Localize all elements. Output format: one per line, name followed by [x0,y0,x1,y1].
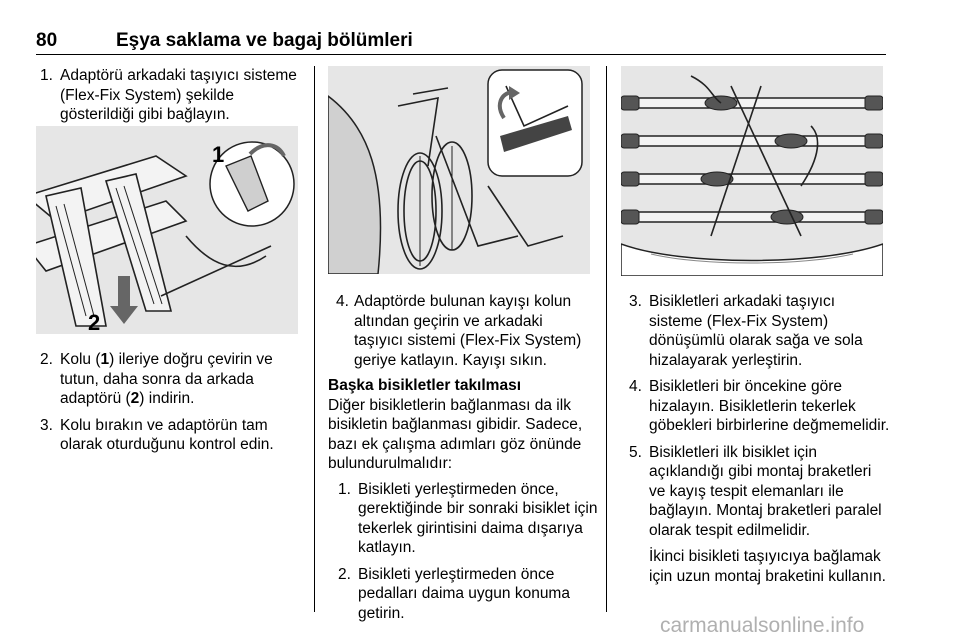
step-text: Adaptörü arkadaki taşıyıcı sisteme (Flex-Fix System) şekilde gösterildiği gibi bağlayın. [60,67,297,123]
step-number: 3. [40,416,53,434]
figure-adapter-attach [36,126,298,334]
col2-sub1 [338,480,598,558]
col3-text [629,292,891,586]
step-number: 2. [338,565,351,583]
step-number: 1. [40,67,53,84]
figure-bike-mounted [328,66,590,274]
step-number: 3. [629,293,642,310]
step-number: 5. [629,443,642,461]
bike-illustration [328,66,590,274]
watermark: carmanualsonline.info [660,614,865,637]
page-number: 80 [36,30,58,51]
col1-step2 [40,350,302,409]
callout-ref-1: 1 [100,351,110,368]
col1-steps-2-3 [40,350,302,455]
step-text: Bisikletleri ilk bisiklet için açıklandığı gibi montaj braketleri ve kayış tespit elemanları ile bağlayın. Montaj braketleri paralel olarak tespit edilmelidir. [649,443,882,539]
figure-bikes-top-view [621,66,883,276]
col2-sub2 [338,565,598,624]
step-number: 4. [336,293,349,310]
text-fragment: ) indirin. [139,390,195,407]
step-text: Bisikleti yerleştirmeden önce pedalları daima uygun konuma getirin. [358,565,570,622]
arrow-down-icon [110,276,138,324]
col3-step4 [629,377,891,436]
col3-step3 [629,292,891,370]
page-title: Eşya saklama ve bagaj bölümleri [116,30,413,51]
text-fragment: ) ileriye doğru çevirin ve tutun, daha sonra da arkada adaptörü ( [60,351,273,407]
step-text: Kolu bırakın ve adaptörün tam olarak oturduğunu kontrol edin. [60,416,274,453]
section-paragraph: Diğer bisikletlerin bağlanması da ilk bisikletin bağlanması gibidir. Sadece, bazı ek çalışma adımları göz önünde bulundurulmalıdır: [328,396,583,472]
column-divider-1 [314,66,315,612]
col1-step3 [40,416,302,455]
step-number: 1. [338,480,351,498]
col2-step4 [336,292,596,370]
column-divider-2 [606,66,607,612]
callout-2-label: 2 [88,310,101,334]
step-text: Bisikletleri bir öncekine göre hizalayın. Bisikletlerin tekerlek göbekleri birbirlerine değmemelidir. [649,378,890,434]
callout-1-label: 1 [212,142,225,167]
col1-step1 [40,66,302,125]
bikes-top-view-illustration [621,66,883,276]
page-header [36,10,886,50]
col2-section [328,376,598,623]
text-fragment: Kolu ( [60,351,101,368]
step-text [60,350,302,409]
header-rule [36,54,886,55]
col2-text [336,292,596,377]
col3-step5 [629,443,891,587]
step-text: Adaptörde bulunan kayışı kolun altından geçirin ve arkadaki taşıyıcı sistemi (Flex-Fix System) geriye katlayın. Kayışı sıkın. [354,293,582,369]
step-number: 4. [629,378,642,395]
step-note: İkinci bisikleti taşıyıcıya bağlamak için uzun montaj braketini kullanın. [649,548,886,585]
step-text: Bisikleti yerleştirmeden önce, gerektiğinde bir sonraki bisiklet için tekerlek girintisini daima dışarıya katlayın. [358,480,598,556]
adapter-illustration [36,126,298,334]
step-text: Bisikletleri arkadaki taşıyıcı sisteme (Flex-Fix System) dönüşümlü olarak sağa ve sola hizalayarak yerleştirin. [649,293,863,369]
callout-ref-2: 2 [130,390,140,407]
section-heading: Başka bisikletler takılması [328,377,522,394]
step-number: 2. [40,351,53,368]
